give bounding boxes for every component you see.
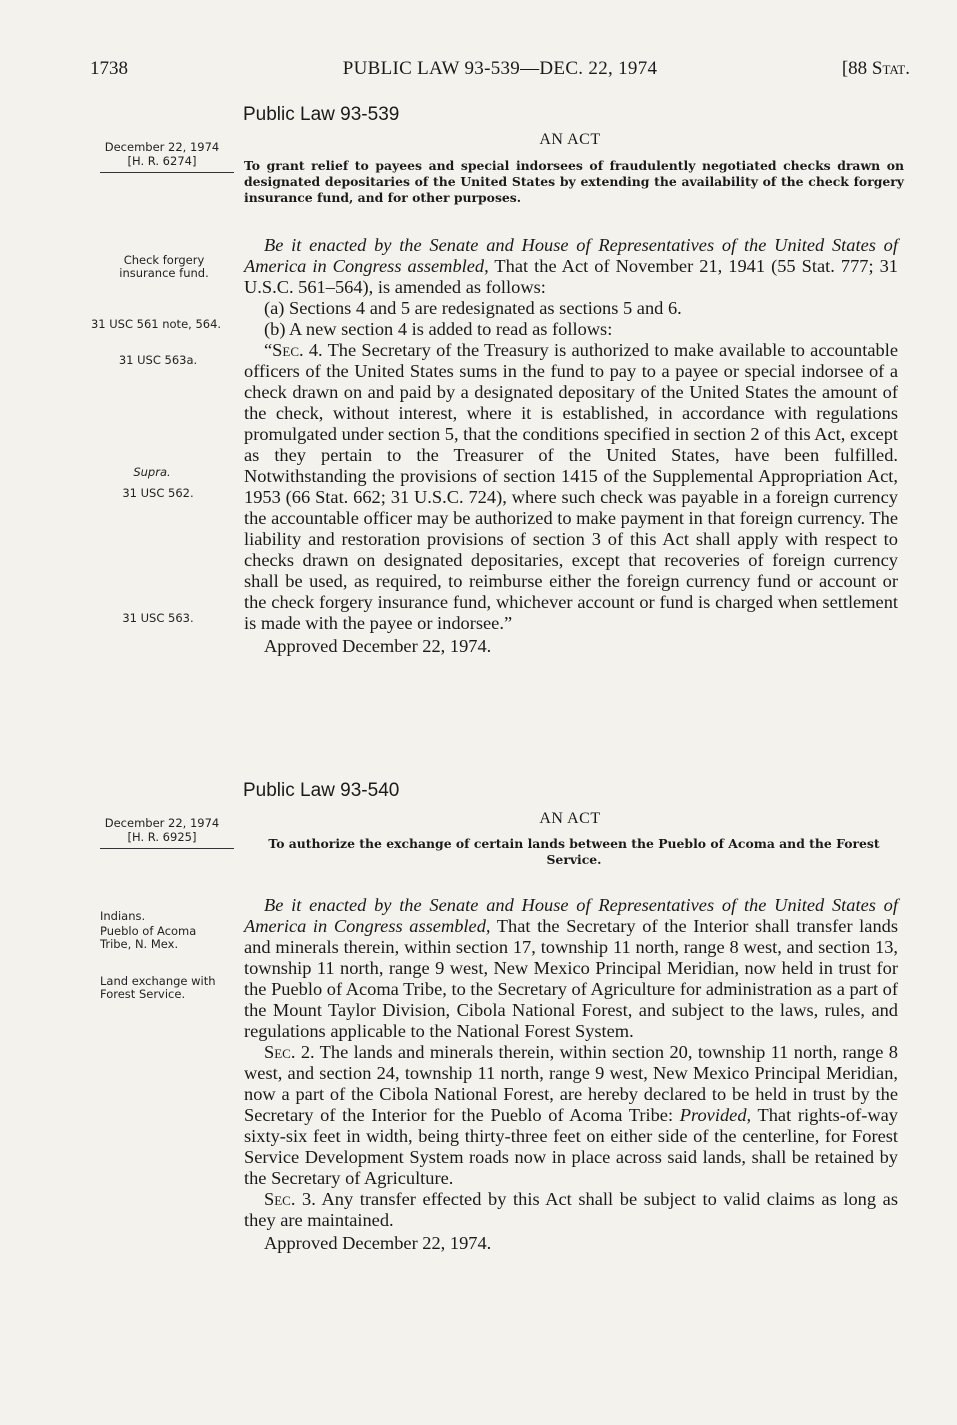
law1-enacting-rest: That the Act of November 21, 1941 (55 Stat. 777; 31 U.S.C. 561–564), is amended as follows: [244,256,899,297]
law2-purpose: To authorize the exchange of certain lands between the Pueblo of Acoma and the Forest Service. [268,836,880,867]
sec3-text: 3. Any transfer effected by this Act shall be subject to valid claims as long as they are maintained. [244,1189,898,1230]
law2-margin-rule [100,848,234,849]
law1-enacting-italic: Be it enacted by the Senate and House of Representatives of the United States of America in Congress assembled, [244,235,898,276]
law1-para-b: (b) A new section 4 is added to read as follows: [264,319,613,339]
sec4-label: “Sec. [264,340,304,360]
law1-purpose: To grant relief to payees and special indorsees of fraudulently negotiated checks drawn on designated depositaries of the United States by extending the availability of the check forgery insurance fund, and for other purposes. [244,158,904,205]
sec2-text: 2. The lands and minerals therein, within section 20, township 11 north, range 8 west, and section 24, township 11 north, range 9 west, New Mexico Principal Meridian, now a part of the Cibola National Forest, are hereby declared to be held in trust by the Secretary of the Interior for the Pueblo of Acoma Tribe: [244,1042,898,1125]
sec3-label: Sec. [264,1189,296,1209]
margin-31usc562: 31 USC 562. [122,486,194,500]
law2-margin-date: December 22, 1974 [104,816,220,830]
margin-31usc563: 31 USC 563. [122,611,194,625]
law1-an-act: AN ACT [539,131,601,148]
law1-margin-bill: [H. R. 6274] [127,154,197,168]
margin-indians: Indians. [100,909,146,923]
law2-an-act: AN ACT [539,810,601,827]
sec2-rest: That rights-of-way sixty-six feet in width, being thirty-three feet on either side of the centerline, for Forest Service Development System roads now in place across said lands, shall be retained by the Secretary of Agriculture. [244,1105,898,1188]
statute-label: Stat. [871,58,910,79]
page-header [90,58,910,84]
law1-enacting-clause [244,235,898,298]
law1-margin-date: December 22, 1974 [104,140,220,154]
law1-margin-rule [100,172,234,173]
law2-enacting-clause [244,895,898,1042]
running-title: PUBLIC LAW 93-539—DEC. 22, 1974 [342,58,658,79]
law2-title: Public Law 93-540 [243,780,400,801]
sec4-text: 4. The Secretary of the Treasury is authorized to make available to accountable officers of the United States sums in the fund to pay to a payee or special indorsee of a check drawn on and paid by a designated depositary of the United States the amount of the check, without interest, where it is established, in accordance with regulations promulgated under section 5, that the conditions specified in section 2 of this Act, except as they pertain to the Treasurer of the United States, have been fulfilled. Notwithstanding the provisions of section 1415 of the Supplemental Appropriation Act, 1953 (66 Stat. 662; 31 U.S.C. 724), where such check was payable in a foreign currency the accountable officer may be authorized to make payment in that foreign currency. The liability and restoration provisions of section 3 of this Act shall apply with respect to checks drawn on designated depositaries, except that recoveries of foreign currency shall be used, as required, to reimburse either the foreign currency fund or account or the check forgery insurance fund, whichever account or fund is charged when settlement is made with the payee or indorsee.” [244,340,898,633]
law1-body [244,235,898,657]
sec2-provided: Provided, [679,1105,752,1125]
law2-enacting-italic: Be it enacted by the Senate and House of Representatives of the United States of America in Congress assembled, [244,895,898,936]
margin-31usc561: 31 USC 561 note, 564. [90,317,222,331]
margin-check-forgery: Check forgery insurance fund. [119,253,209,280]
law1-title: Public Law 93-539 [243,104,400,125]
margin-pueblo-text: Pueblo of Acoma Tribe, N. Mex. [100,924,197,951]
law2-body [244,895,898,1254]
statute-volume [842,58,910,80]
law1-approved: Approved December 22, 1974. [264,636,492,656]
statute-volume-prefix: [88 [841,58,872,79]
margin-pueblo [100,925,218,951]
margin-supra: Supra. [133,465,171,479]
law2-section-3 [244,1189,898,1231]
margin-31usc563a: 31 USC 563a. [118,353,198,367]
law1-para-a: (a) Sections 4 and 5 are redesignated as sections 5 and 6. [264,298,682,318]
law2-margin-bill: [H. R. 6925] [127,830,197,844]
page-number: 1738 [90,58,128,79]
law2-enacting-rest: That the Secretary of the Interior shall transfer lands and minerals therein, within section 17, township 11 north, range 8 west, and section 13, township 11 north, range 9 west, New Mexico Principal Meridian, now held in trust for the Pueblo of Acoma Tribe, to the Secretary of Agriculture for administration as a part of the Mount Taylor Division, Cibola National Forest, and subject to the laws, rules, and regulations applicable to the National Forest System. [244,916,899,1041]
law2-section-2 [244,1042,898,1189]
law1-section-4 [244,340,898,634]
law2-approved: Approved December 22, 1974. [264,1233,492,1253]
sec2-label: Sec. [264,1042,296,1062]
margin-land-exchange: Land exchange with Forest Service. [100,974,216,1001]
